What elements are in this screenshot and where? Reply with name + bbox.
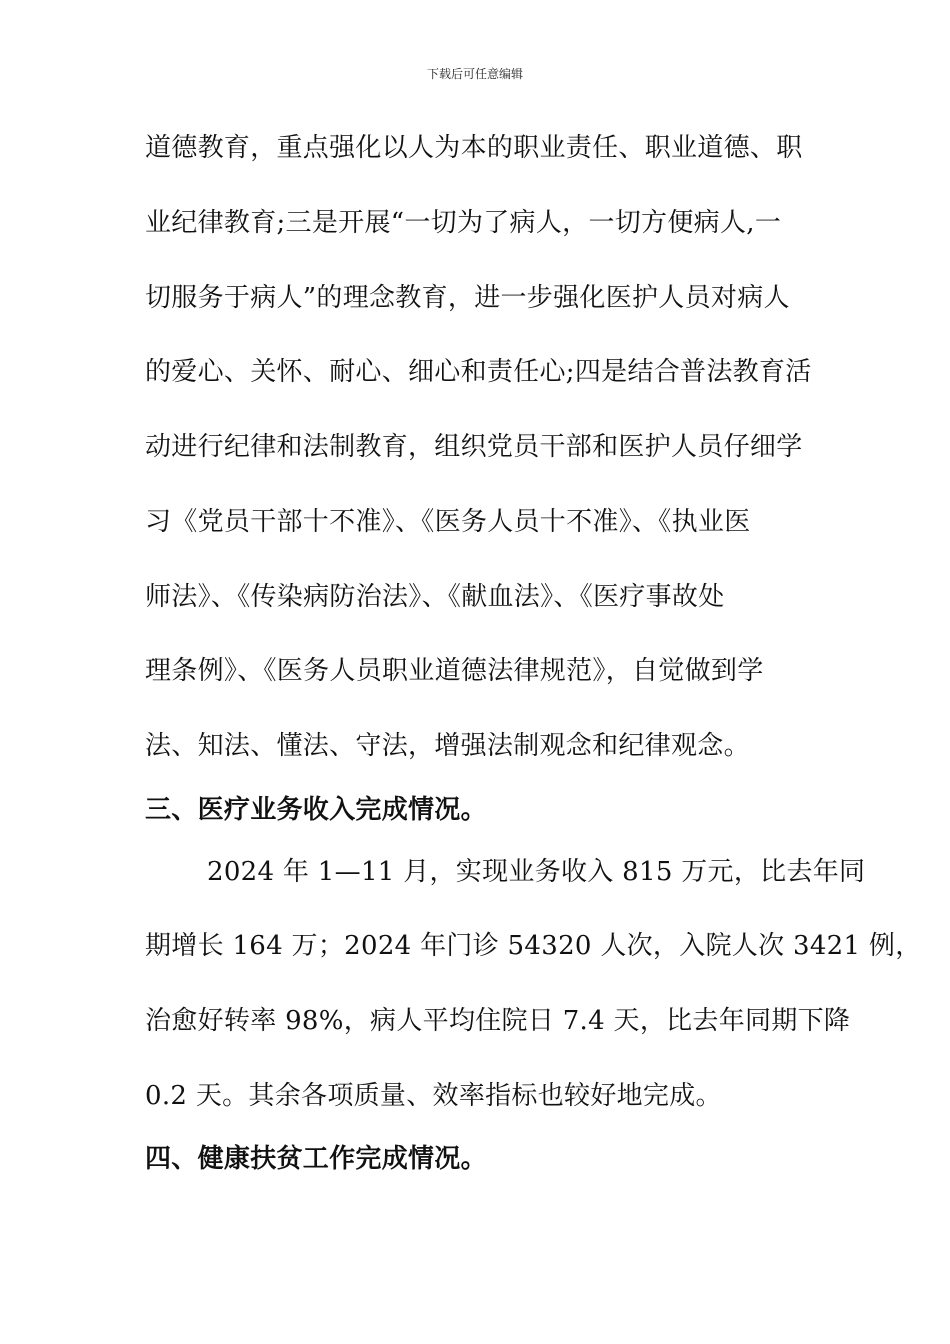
section-3-text-line: 0.2 天。其余各项质量、效率指标也较好地完成。 [145, 1081, 722, 1111]
section-4-heading: 四、健康扶贫工作完成情况。 [145, 1144, 487, 1174]
section-3-text-line: 治愈好转率 98%，病人平均住院日 7.4 天，比去年同期下降 [145, 1006, 851, 1036]
body-text-line: 法、知法、懂法、守法，增强法制观念和纪律观念。 [145, 731, 750, 761]
section-3-text-line: 2024 年 1—11 月，实现业务收入 815 万元，比去年同 [207, 857, 866, 887]
body-text-line: 的爱心、关怀、耐心、细心和责任心;四是结合普法教育活 [145, 357, 812, 387]
section-3-text-line: 期增长 164 万；2024 年门诊 54320 人次，入院人次 3421 例， [145, 931, 922, 961]
page-header-note: 下载后可任意编辑 [426, 67, 523, 81]
body-text-line: 业纪律教育;三是开展“一切为了病人，一切方便病人,一 [145, 208, 782, 238]
body-text-line: 道德教育，重点强化以人为本的职业责任、职业道德、职 [145, 133, 803, 163]
body-text-line: 动进行纪律和法制教育，组织党员干部和医护人员仔细学 [145, 432, 803, 462]
body-text-line: 理条例》、《医务人员职业道德法律规范》，自觉做到学 [145, 656, 764, 686]
body-text-line: 师法》、《传染病防治法》、《献血法》、《医疗事故处 [145, 582, 725, 612]
section-3-heading: 三、医疗业务收入完成情况。 [145, 795, 487, 825]
body-text-line: 切服务于病人”的理念教育，进一步强化医护人员对病人 [145, 283, 790, 313]
body-text-line: 习《党员干部十不准》、《医务人员十不准》、《执业医 [145, 507, 751, 537]
